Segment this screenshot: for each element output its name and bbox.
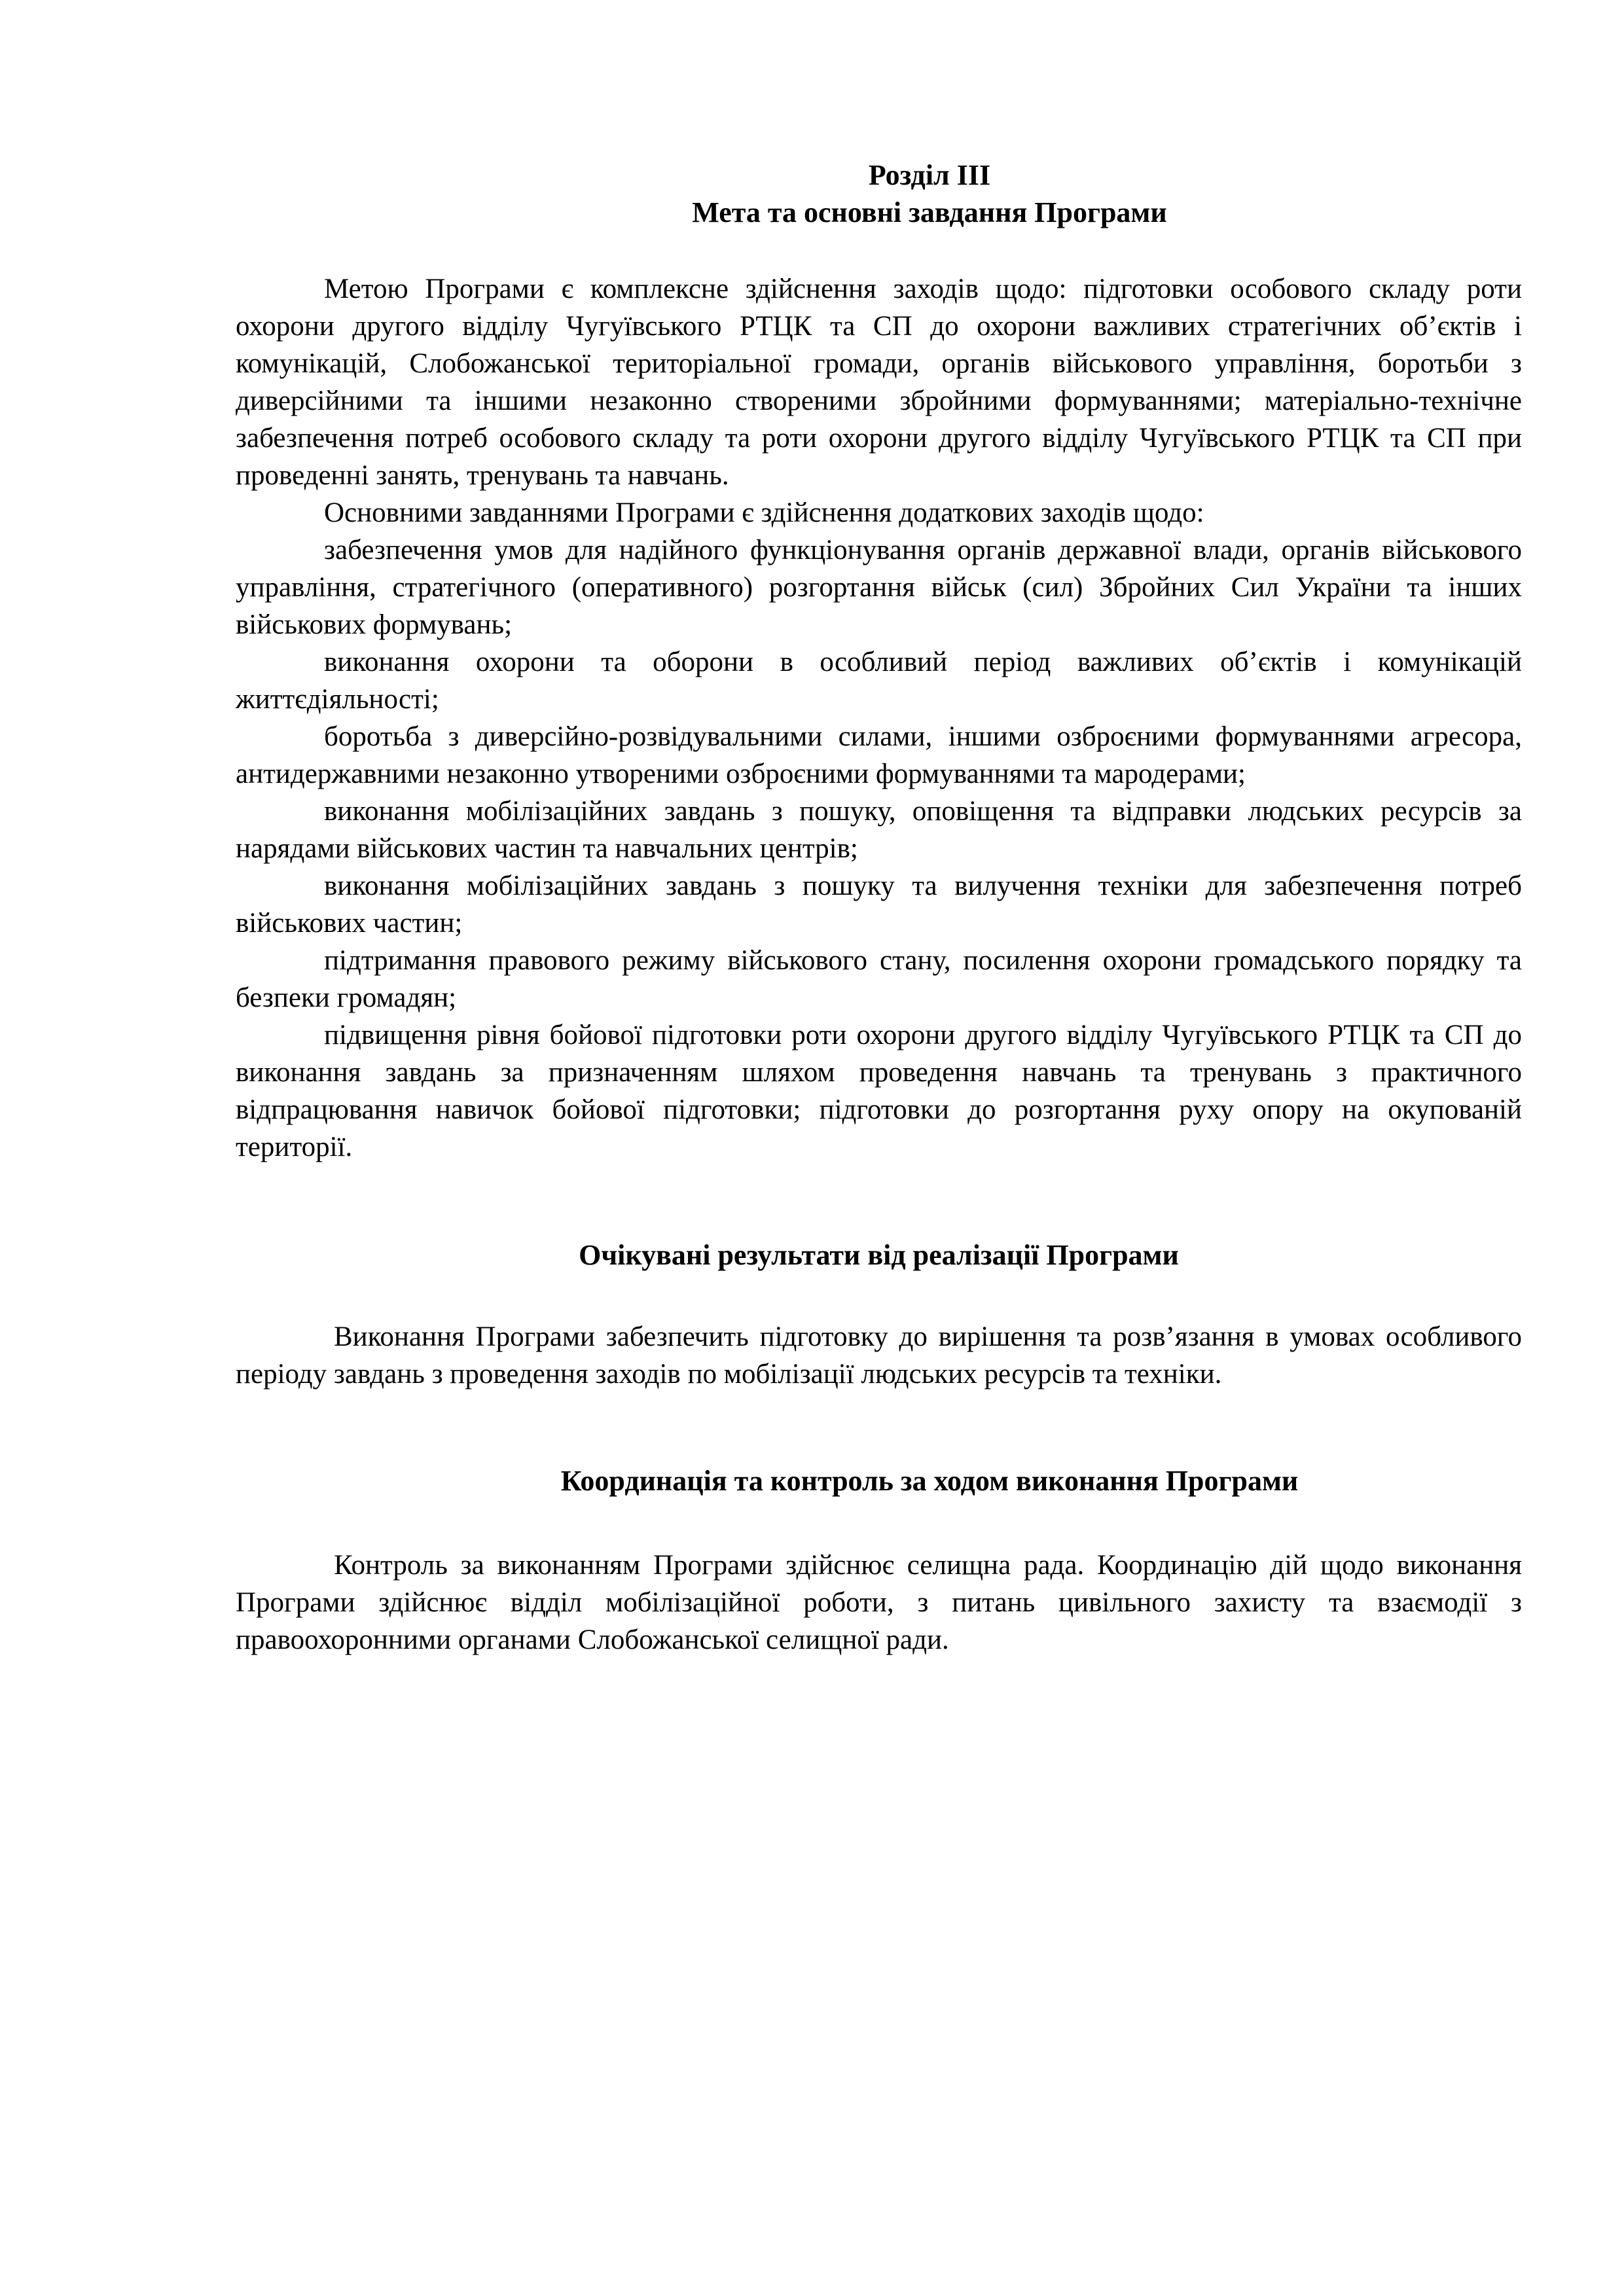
- paragraph-task-mobilization-personnel: виконання мобілізаційних завдань з пошуку, оповіщення та відправки людських ресурсів за нарядами військових частин та навчальних центрів;: [236, 796, 1522, 864]
- section-coordination-title: Координація та контроль за ходом виконання Програми: [560, 1465, 1299, 1497]
- paragraph-task-state-authorities: забезпечення умов для надійного функціонування органів державної влади, органів військового управління, стратегічного (оперативного) розгортання військ (сил) Збройних Сил України та інших військових формувань;: [236, 535, 1522, 640]
- paragraph-task-mobilization-equipment: виконання мобілізаційних завдань з пошуку та вилучення техніки для забезпечення потреб військових частин;: [236, 870, 1522, 939]
- paragraph-task-martial-law: підтримання правового режиму військового стану, посилення охорони громадського порядку та безпеки громадян;: [236, 945, 1522, 1013]
- paragraph-main-tasks-intro: Основними завданнями Програми є здійснення додаткових заходів щодо:: [324, 497, 1204, 528]
- section-main: [236, 156, 1522, 1166]
- paragraph-program-goal: Метою Програми є комплексне здійснення заходів щодо: підготовки особового складу роти охорони другого відділу Чугуївського РТЦК та СП до охорони важливих стратегічних об’єктів і комунікацій, Слобожанської територіальної громади, органів військового управління, боротьби з диверсійними та іншими незаконно створеними збройними формуваннями; матеріально-технічне забезпечення потреб особового складу та роти охорони другого відділу Чугуївського РТЦК та СП при проведенні занять, тренувань та навчань.: [236, 274, 1522, 491]
- paragraph-control-coordination: Контроль за виконанням Програми здійснює селищна рада. Координацію дій щодо виконання Програми здійснює відділ мобілізаційної роботи, з питань цивільного захисту та взаємодії з правоохоронними органами Слобожанської селищної ради.: [236, 1550, 1522, 1655]
- paragraph-expected-results: Виконання Програми забезпечить підготовку до вирішення та розв’язання в умовах особливого періоду завдань з проведення заходів по мобілізації людських ресурсів та техніки.: [236, 1321, 1522, 1390]
- section-main-title-line1: Розділ ІІІ: [868, 159, 991, 191]
- section-coordination: [236, 1462, 1522, 1659]
- paragraph-task-sabotage-fight: боротьба з диверсійно-розвідувальними силами, іншими озброєними формуваннями агресора, антидержавними незаконно утвореними озброєними формуваннями та мародерами;: [236, 721, 1522, 789]
- section-results: [236, 1236, 1522, 1393]
- paragraph-task-combat-training: підвищення рівня бойової підготовки роти охорони другого відділу Чугуївського РТЦК та СП до виконання завдань за призначенням шляхом проведення навчань та тренувань з практичного відпрацювання навичок бойової підготовки; підготовки до розгортання руху опору на окупованій території.: [236, 1020, 1522, 1162]
- paragraph-task-protection-defense: виконання охорони та оборони в особливий період важливих об’єктів і комунікацій життєдіяльності;: [236, 647, 1522, 715]
- section-main-title-line2: Мета та основні завдання Програми: [692, 196, 1167, 228]
- section-results-title: Очікувані результати від реалізації Програми: [579, 1239, 1179, 1271]
